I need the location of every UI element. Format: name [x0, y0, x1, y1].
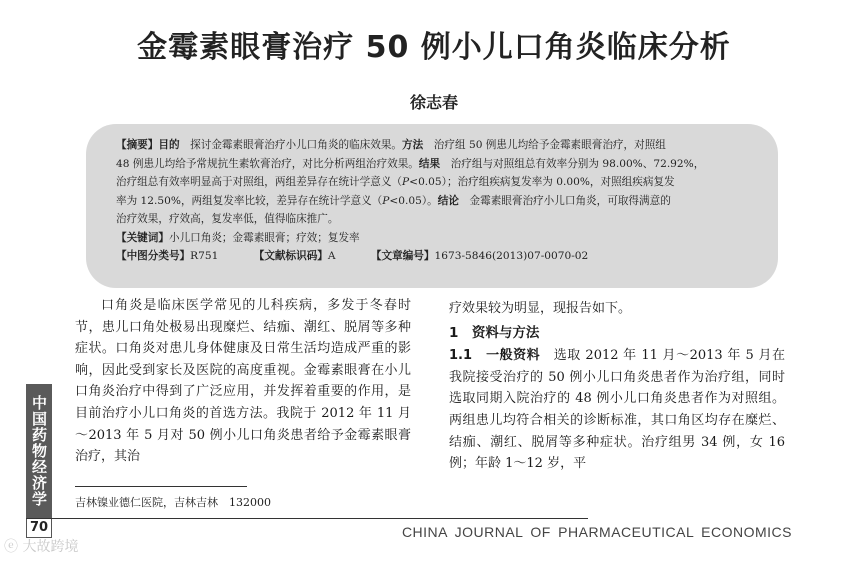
affiliation-footnote: 吉林镍业德仁医院，吉林吉林 132000 — [75, 496, 271, 509]
abstract-box — [86, 124, 778, 288]
footer-rule — [26, 518, 588, 519]
classification-line — [116, 247, 756, 266]
keywords-line — [116, 229, 756, 248]
watermark — [4, 536, 78, 556]
abstract-line: 治疗组总有效率明显高于对照组，两组差异存在统计学意义（P<0.05）；治疗组疾病复发率为 0.00%，对照组疾病复发 — [116, 176, 675, 188]
article-no-label: 【文章编号】 — [370, 250, 435, 262]
journal-side-band: 中国药物经济学 — [26, 384, 52, 518]
subsection-paragraph — [449, 345, 785, 475]
body-left-column — [75, 295, 411, 468]
watermark-icon: ⓔ — [4, 539, 18, 555]
journal-english-name: CHINA JOURNAL OF PHARMACEUTICAL ECONOMICS — [401, 524, 792, 540]
subsection-heading: 1.1 一般资料 — [449, 348, 541, 364]
clc-value: R751 — [190, 250, 219, 262]
page-number: 70 — [26, 518, 52, 538]
doc-code-label: 【文献标识码】 — [253, 250, 328, 262]
keywords-label: 【关键词】 — [116, 231, 169, 244]
article-no-value: 1673-5846(2013)07-0070-02 — [434, 250, 589, 262]
intro-paragraph: 口角炎是临床医学常见的儿科疾病，多发于冬春时节，患儿口角处极易出现糜烂、结痂、潮红、脱屑等多种症状。口角炎对患儿身体健康及日常生活均造成严重的影响，因此受到家长及医院的高度重视。金霉素眼膏在小儿口角炎治疗中得到了广泛应用，并发挥着重要的作用，是目前治疗小儿口角炎的首选方法。我院于 2012 年 11 月～2013 年 5 月对 50 例小儿口角炎患者给予金霉素眼膏治疗，其治 — [75, 298, 411, 465]
doc-code-value: A — [327, 250, 336, 262]
abstract-line: 【摘要】目的 探讨金霉素眼膏治疗小儿口角炎的临床效果。方法 治疗组 50 例患儿均给予金霉素眼膏治疗，对照组 — [116, 139, 666, 151]
abstract-line: 48 例患儿均给予常规抗生素软膏治疗，对比分析两组治疗效果。结果 治疗组与对照组总有效率分别为 98.00%、72.92%， — [116, 157, 705, 170]
watermark-text: 大故跨境 — [22, 539, 79, 555]
body-right-column — [449, 298, 785, 475]
abstract-line: 率为 12.50%，两组复发率比较，差异存在统计学意义（P<0.05）。结论 金霉素眼膏治疗小儿口角炎，可取得满意的 — [116, 194, 671, 207]
abstract-line: 治疗效果，疗效高，复发率低，值得临床推广。 — [116, 213, 339, 225]
article-title: 金霉素眼膏治疗 50 例小儿口角炎临床分析 — [137, 30, 731, 65]
footnote-divider — [75, 486, 247, 487]
subsection-text: 选取 2012 年 11 月～2013 年 5 月在我院接受治疗的 50 例小儿口角炎患者作为治疗组，同时选取同期入院治疗的 48 例小儿口角炎患者作为对照组。两组患儿均符合相关的诊断标准，其口角区均存在糜烂、结痂、潮红、脱屑等多种症状。治疗组男 34 例，女 16 例；年龄 1～12 岁，平 — [449, 348, 785, 472]
clc-label: 【中图分类号】 — [116, 250, 191, 262]
intro-continuation: 疗效果较为明显，现报告如下。 — [449, 301, 632, 316]
keywords: 小儿口角炎；金霉素眼膏；疗效；复发率 — [168, 231, 360, 244]
section-heading: 1 资料与方法 — [449, 324, 540, 341]
article-author: 徐志春 — [409, 93, 458, 112]
